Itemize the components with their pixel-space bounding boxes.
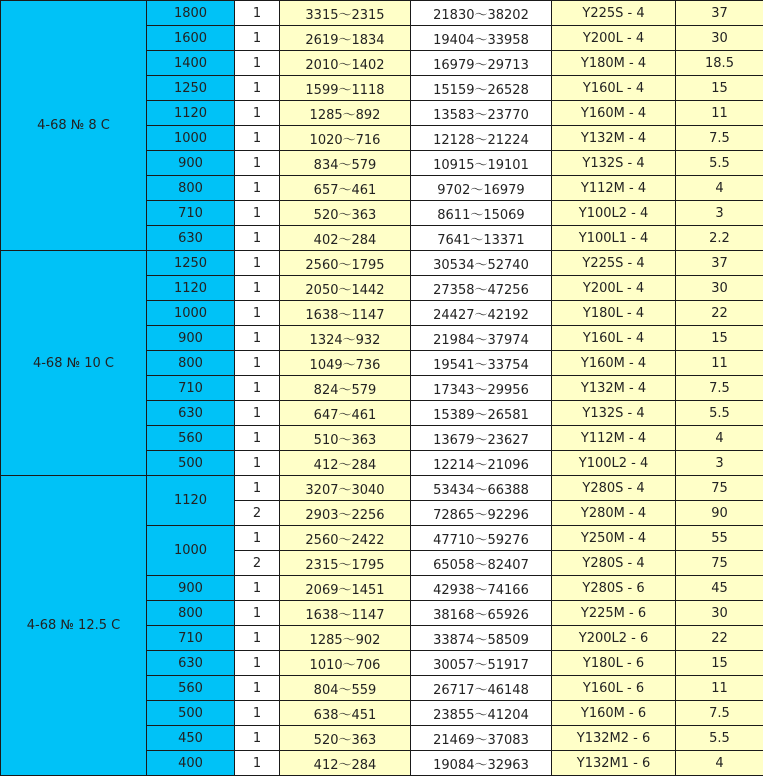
pressure-cell: 657～461 xyxy=(280,176,411,201)
motor-cell: Y132S - 4 xyxy=(552,151,676,176)
pressure-cell: 3207～3040 xyxy=(280,476,411,501)
pressure-cell: 2560～1795 xyxy=(280,251,411,276)
motor-cell: Y112M - 4 xyxy=(552,176,676,201)
stage-cell: 1 xyxy=(235,126,280,151)
speed-cell: 1120 xyxy=(147,276,235,301)
flow-cell: 26717～46148 xyxy=(411,676,552,701)
pressure-cell: 2619～1834 xyxy=(280,26,411,51)
flow-cell: 30057～51917 xyxy=(411,651,552,676)
stage-cell: 1 xyxy=(235,226,280,251)
stage-cell: 1 xyxy=(235,601,280,626)
motor-cell: Y280M - 4 xyxy=(552,501,676,526)
flow-cell: 9702～16979 xyxy=(411,176,552,201)
speed-cell: 710 xyxy=(147,201,235,226)
pressure-cell: 2010～1402 xyxy=(280,51,411,76)
speed-cell: 1250 xyxy=(147,76,235,101)
power-cell: 5.5 xyxy=(676,151,763,176)
stage-cell: 1 xyxy=(235,751,280,776)
pressure-cell: 412～284 xyxy=(280,751,411,776)
stage-cell: 1 xyxy=(235,401,280,426)
flow-cell: 30534～52740 xyxy=(411,251,552,276)
power-cell: 11 xyxy=(676,676,763,701)
speed-cell: 1000 xyxy=(147,526,235,576)
power-cell: 5.5 xyxy=(676,401,763,426)
speed-cell: 1000 xyxy=(147,301,235,326)
pressure-cell: 638～451 xyxy=(280,701,411,726)
speed-cell: 400 xyxy=(147,751,235,776)
power-cell: 18.5 xyxy=(676,51,763,76)
motor-cell: Y100L2 - 4 xyxy=(552,201,676,226)
speed-cell: 1120 xyxy=(147,101,235,126)
stage-cell: 1 xyxy=(235,326,280,351)
stage-cell: 1 xyxy=(235,1,280,26)
stage-cell: 1 xyxy=(235,526,280,551)
flow-cell: 65058～82407 xyxy=(411,551,552,576)
power-cell: 2.2 xyxy=(676,226,763,251)
stage-cell: 1 xyxy=(235,251,280,276)
stage-cell: 1 xyxy=(235,726,280,751)
motor-cell: Y112M - 4 xyxy=(552,426,676,451)
flow-cell: 24427～42192 xyxy=(411,301,552,326)
motor-cell: Y132M1 - 6 xyxy=(552,751,676,776)
pressure-cell: 2315～1795 xyxy=(280,551,411,576)
stage-cell: 1 xyxy=(235,176,280,201)
speed-cell: 500 xyxy=(147,701,235,726)
pressure-cell: 2903～2256 xyxy=(280,501,411,526)
pressure-cell: 824～579 xyxy=(280,376,411,401)
pressure-cell: 2069～1451 xyxy=(280,576,411,601)
speed-cell: 450 xyxy=(147,726,235,751)
speed-cell: 800 xyxy=(147,176,235,201)
model-cell: 4-68 № 12.5 C xyxy=(1,476,147,776)
motor-cell: Y160M - 4 xyxy=(552,351,676,376)
power-cell: 37 xyxy=(676,251,763,276)
motor-cell: Y280S - 4 xyxy=(552,551,676,576)
stage-cell: 1 xyxy=(235,701,280,726)
motor-cell: Y160L - 4 xyxy=(552,76,676,101)
stage-cell: 1 xyxy=(235,26,280,51)
power-cell: 5.5 xyxy=(676,726,763,751)
stage-cell: 1 xyxy=(235,101,280,126)
flow-cell: 12128～21224 xyxy=(411,126,552,151)
power-cell: 22 xyxy=(676,626,763,651)
flow-cell: 12214～21096 xyxy=(411,451,552,476)
speed-cell: 710 xyxy=(147,626,235,651)
flow-cell: 42938～74166 xyxy=(411,576,552,601)
power-cell: 75 xyxy=(676,476,763,501)
motor-cell: Y132M - 4 xyxy=(552,376,676,401)
flow-cell: 10915～19101 xyxy=(411,151,552,176)
stage-cell: 1 xyxy=(235,51,280,76)
motor-cell: Y132M2 - 6 xyxy=(552,726,676,751)
motor-cell: Y250M - 4 xyxy=(552,526,676,551)
speed-cell: 900 xyxy=(147,151,235,176)
power-cell: 15 xyxy=(676,326,763,351)
speed-cell: 1400 xyxy=(147,51,235,76)
power-cell: 15 xyxy=(676,76,763,101)
power-cell: 30 xyxy=(676,276,763,301)
stage-cell: 1 xyxy=(235,301,280,326)
flow-cell: 23855～41204 xyxy=(411,701,552,726)
flow-cell: 7641～13371 xyxy=(411,226,552,251)
flow-cell: 19404～33958 xyxy=(411,26,552,51)
speed-cell: 630 xyxy=(147,226,235,251)
stage-cell: 1 xyxy=(235,451,280,476)
pressure-cell: 1020～716 xyxy=(280,126,411,151)
motor-cell: Y100L2 - 4 xyxy=(552,451,676,476)
stage-cell: 1 xyxy=(235,651,280,676)
flow-cell: 17343～29956 xyxy=(411,376,552,401)
flow-cell: 15389～26581 xyxy=(411,401,552,426)
flow-cell: 19541～33754 xyxy=(411,351,552,376)
flow-cell: 15159～26528 xyxy=(411,76,552,101)
pressure-cell: 2560～2422 xyxy=(280,526,411,551)
motor-cell: Y132S - 4 xyxy=(552,401,676,426)
motor-cell: Y160L - 4 xyxy=(552,326,676,351)
flow-cell: 33874～58509 xyxy=(411,626,552,651)
flow-cell: 47710～59276 xyxy=(411,526,552,551)
power-cell: 11 xyxy=(676,101,763,126)
motor-cell: Y200L2 - 6 xyxy=(552,626,676,651)
model-cell: 4-68 № 8 C xyxy=(1,1,147,251)
stage-cell: 1 xyxy=(235,151,280,176)
power-cell: 45 xyxy=(676,576,763,601)
motor-cell: Y160M - 4 xyxy=(552,101,676,126)
flow-cell: 21830～38202 xyxy=(411,1,552,26)
model-cell: 4-68 № 10 C xyxy=(1,251,147,476)
table-row xyxy=(1,251,763,276)
power-cell: 7.5 xyxy=(676,376,763,401)
motor-cell: Y132M - 4 xyxy=(552,126,676,151)
stage-cell: 1 xyxy=(235,676,280,701)
motor-cell: Y100L1 - 4 xyxy=(552,226,676,251)
speed-cell: 710 xyxy=(147,376,235,401)
power-cell: 30 xyxy=(676,26,763,51)
stage-cell: 1 xyxy=(235,576,280,601)
stage-cell: 1 xyxy=(235,426,280,451)
stage-cell: 2 xyxy=(235,551,280,576)
flow-cell: 8611～15069 xyxy=(411,201,552,226)
flow-cell: 72865～92296 xyxy=(411,501,552,526)
flow-cell: 13583～23770 xyxy=(411,101,552,126)
flow-cell: 38168～65926 xyxy=(411,601,552,626)
pressure-cell: 3315～2315 xyxy=(280,1,411,26)
speed-cell: 800 xyxy=(147,601,235,626)
table-body xyxy=(1,1,763,776)
speed-cell: 900 xyxy=(147,326,235,351)
speed-cell: 500 xyxy=(147,451,235,476)
pressure-cell: 510～363 xyxy=(280,426,411,451)
power-cell: 55 xyxy=(676,526,763,551)
pressure-cell: 1285～902 xyxy=(280,626,411,651)
motor-cell: Y200L - 4 xyxy=(552,276,676,301)
power-cell: 7.5 xyxy=(676,701,763,726)
stage-cell: 1 xyxy=(235,376,280,401)
pressure-cell: 804～559 xyxy=(280,676,411,701)
speed-cell: 560 xyxy=(147,426,235,451)
motor-cell: Y280S - 4 xyxy=(552,476,676,501)
pressure-cell: 412～284 xyxy=(280,451,411,476)
flow-cell: 21984～37974 xyxy=(411,326,552,351)
speed-cell: 1120 xyxy=(147,476,235,526)
motor-cell: Y180M - 4 xyxy=(552,51,676,76)
stage-cell: 1 xyxy=(235,76,280,101)
table-row xyxy=(1,476,763,501)
stage-cell: 1 xyxy=(235,476,280,501)
pressure-cell: 1324～932 xyxy=(280,326,411,351)
motor-cell: Y180L - 6 xyxy=(552,651,676,676)
pressure-cell: 2050～1442 xyxy=(280,276,411,301)
flow-cell: 21469～37083 xyxy=(411,726,552,751)
pressure-cell: 834～579 xyxy=(280,151,411,176)
pressure-cell: 1010～706 xyxy=(280,651,411,676)
pressure-cell: 1638～1147 xyxy=(280,601,411,626)
power-cell: 4 xyxy=(676,751,763,776)
pressure-cell: 520～363 xyxy=(280,726,411,751)
power-cell: 30 xyxy=(676,601,763,626)
flow-cell: 19084～32963 xyxy=(411,751,552,776)
stage-cell: 1 xyxy=(235,276,280,301)
motor-cell: Y225M - 6 xyxy=(552,601,676,626)
motor-cell: Y225S - 4 xyxy=(552,1,676,26)
power-cell: 4 xyxy=(676,176,763,201)
pressure-cell: 1638～1147 xyxy=(280,301,411,326)
power-cell: 11 xyxy=(676,351,763,376)
flow-cell: 53434～66388 xyxy=(411,476,552,501)
motor-cell: Y180L - 4 xyxy=(552,301,676,326)
speed-cell: 1800 xyxy=(147,1,235,26)
speed-cell: 560 xyxy=(147,676,235,701)
speed-cell: 1000 xyxy=(147,126,235,151)
pressure-cell: 1285～892 xyxy=(280,101,411,126)
power-cell: 4 xyxy=(676,426,763,451)
speed-cell: 1250 xyxy=(147,251,235,276)
flow-cell: 13679～23627 xyxy=(411,426,552,451)
power-cell: 37 xyxy=(676,1,763,26)
speed-cell: 630 xyxy=(147,401,235,426)
motor-cell: Y200L - 4 xyxy=(552,26,676,51)
power-cell: 3 xyxy=(676,451,763,476)
pressure-cell: 1049～736 xyxy=(280,351,411,376)
pressure-cell: 520～363 xyxy=(280,201,411,226)
stage-cell: 2 xyxy=(235,501,280,526)
flow-cell: 16979～29713 xyxy=(411,51,552,76)
pressure-cell: 1599～1118 xyxy=(280,76,411,101)
stage-cell: 1 xyxy=(235,201,280,226)
power-cell: 15 xyxy=(676,651,763,676)
speed-cell: 630 xyxy=(147,651,235,676)
power-cell: 7.5 xyxy=(676,126,763,151)
speed-cell: 900 xyxy=(147,576,235,601)
power-cell: 22 xyxy=(676,301,763,326)
motor-cell: Y160M - 6 xyxy=(552,701,676,726)
pressure-cell: 402～284 xyxy=(280,226,411,251)
motor-cell: Y225S - 4 xyxy=(552,251,676,276)
motor-cell: Y160L - 6 xyxy=(552,676,676,701)
speed-cell: 800 xyxy=(147,351,235,376)
power-cell: 3 xyxy=(676,201,763,226)
power-cell: 90 xyxy=(676,501,763,526)
pressure-cell: 647～461 xyxy=(280,401,411,426)
table-row xyxy=(1,1,763,26)
stage-cell: 1 xyxy=(235,351,280,376)
flow-cell: 27358～47256 xyxy=(411,276,552,301)
speed-cell: 1600 xyxy=(147,26,235,51)
power-cell: 75 xyxy=(676,551,763,576)
motor-cell: Y280S - 6 xyxy=(552,576,676,601)
stage-cell: 1 xyxy=(235,626,280,651)
